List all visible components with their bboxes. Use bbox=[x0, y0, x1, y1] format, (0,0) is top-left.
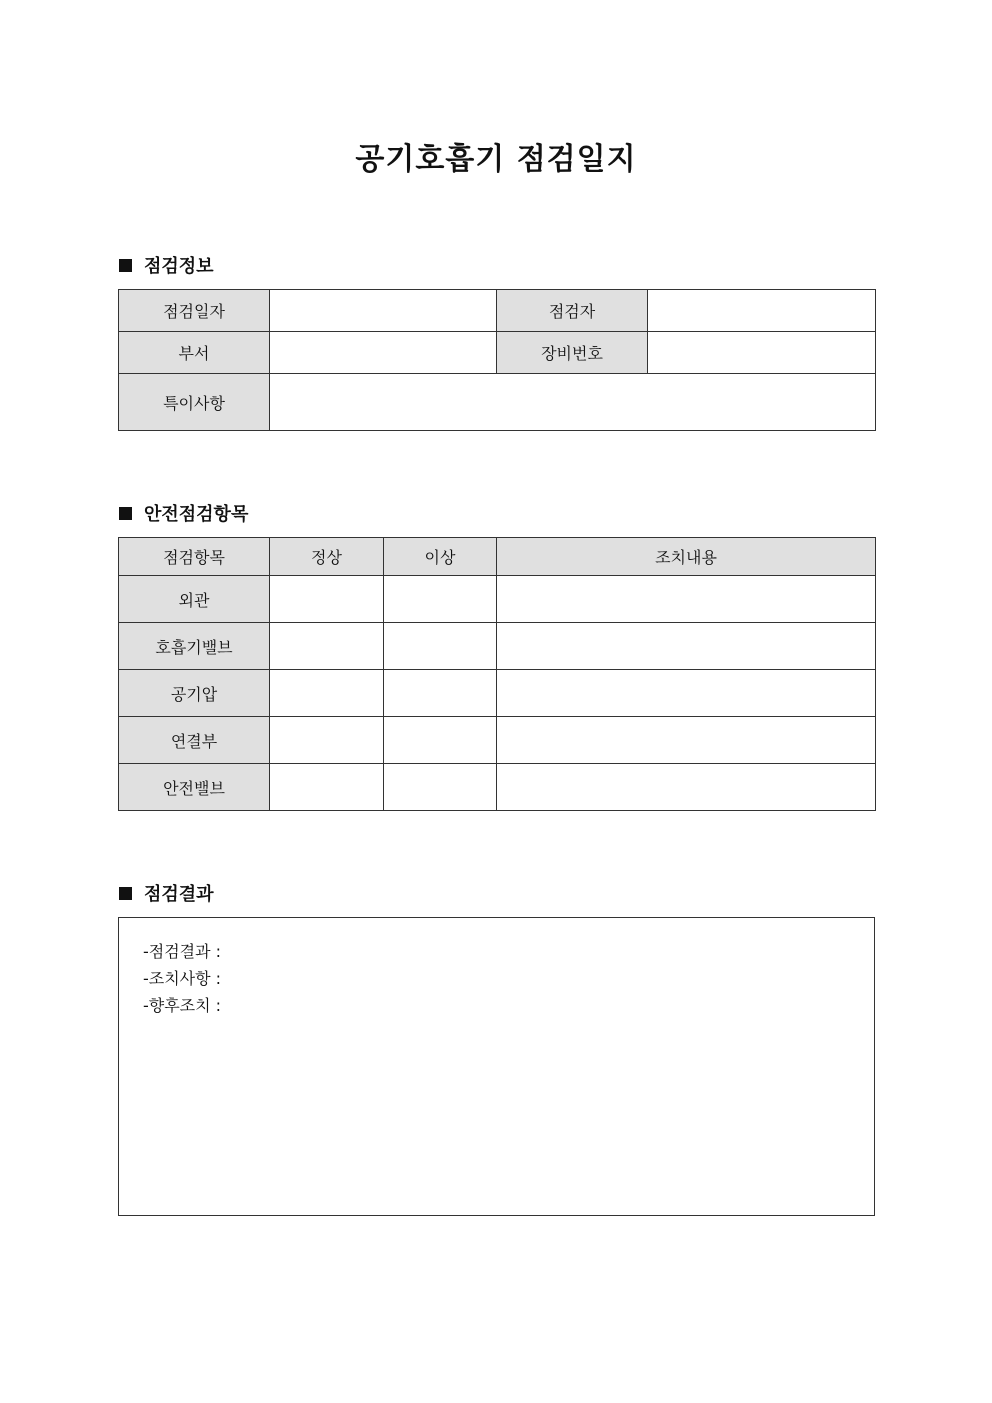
check-item-label: 호흡기밸브 bbox=[119, 623, 270, 670]
abnormal-cell[interactable] bbox=[384, 623, 497, 670]
result-lines bbox=[143, 938, 221, 1019]
table-row bbox=[119, 374, 876, 431]
action-cell[interactable] bbox=[497, 764, 876, 811]
square-bullet-icon bbox=[119, 507, 132, 520]
label-equipment-number: 장비번호 bbox=[497, 332, 648, 374]
safety-check-table bbox=[118, 537, 876, 811]
section-title: 점검정보 bbox=[144, 256, 214, 277]
department-field[interactable] bbox=[270, 332, 497, 374]
table-row bbox=[119, 717, 876, 764]
label-inspector: 점검자 bbox=[497, 290, 648, 332]
check-item-label: 안전밸브 bbox=[119, 764, 270, 811]
table-row bbox=[119, 576, 876, 623]
result-line-actions-taken: -조치사항 : bbox=[143, 969, 222, 988]
inspector-field[interactable] bbox=[648, 290, 876, 332]
abnormal-cell[interactable] bbox=[384, 764, 497, 811]
result-line-inspection-result: -점검결과 : bbox=[143, 942, 222, 961]
label-inspection-date: 점검일자 bbox=[119, 290, 270, 332]
table-row bbox=[119, 670, 876, 717]
action-cell[interactable] bbox=[497, 670, 876, 717]
abnormal-cell[interactable] bbox=[384, 670, 497, 717]
label-department: 부서 bbox=[119, 332, 270, 374]
table-row bbox=[119, 764, 876, 811]
square-bullet-icon bbox=[119, 259, 132, 272]
equipment-number-field[interactable] bbox=[648, 332, 876, 374]
check-item-label: 외관 bbox=[119, 576, 270, 623]
action-cell[interactable] bbox=[497, 623, 876, 670]
remarks-field[interactable] bbox=[270, 374, 876, 431]
normal-cell[interactable] bbox=[270, 764, 384, 811]
abnormal-cell[interactable] bbox=[384, 717, 497, 764]
column-header-normal: 정상 bbox=[270, 538, 384, 576]
column-header-item: 점검항목 bbox=[119, 538, 270, 576]
table-row bbox=[119, 623, 876, 670]
section-heading-result bbox=[119, 881, 214, 905]
check-item-label: 공기압 bbox=[119, 670, 270, 717]
section-heading-safety-check bbox=[119, 501, 248, 525]
inspection-info-table bbox=[118, 289, 876, 431]
normal-cell[interactable] bbox=[270, 576, 384, 623]
result-line-follow-up: -향후조치 : bbox=[143, 996, 222, 1015]
column-header-abnormal: 이상 bbox=[384, 538, 497, 576]
action-cell[interactable] bbox=[497, 717, 876, 764]
section-heading-inspection-info bbox=[119, 253, 214, 277]
action-cell[interactable] bbox=[497, 576, 876, 623]
page-title: 공기호흡기 점검일지 bbox=[355, 142, 637, 177]
square-bullet-icon bbox=[119, 887, 132, 900]
normal-cell[interactable] bbox=[270, 623, 384, 670]
table-row bbox=[119, 290, 876, 332]
table-header-row bbox=[119, 538, 876, 576]
label-remarks: 특이사항 bbox=[119, 374, 270, 431]
normal-cell[interactable] bbox=[270, 670, 384, 717]
table-row bbox=[119, 332, 876, 374]
section-title: 안전점검항목 bbox=[144, 504, 249, 525]
section-title: 점검결과 bbox=[144, 884, 214, 905]
abnormal-cell[interactable] bbox=[384, 576, 497, 623]
inspection-date-field[interactable] bbox=[270, 290, 497, 332]
normal-cell[interactable] bbox=[270, 717, 384, 764]
column-header-action: 조치내용 bbox=[497, 538, 876, 576]
result-text-area[interactable] bbox=[118, 917, 875, 1216]
check-item-label: 연결부 bbox=[119, 717, 270, 764]
